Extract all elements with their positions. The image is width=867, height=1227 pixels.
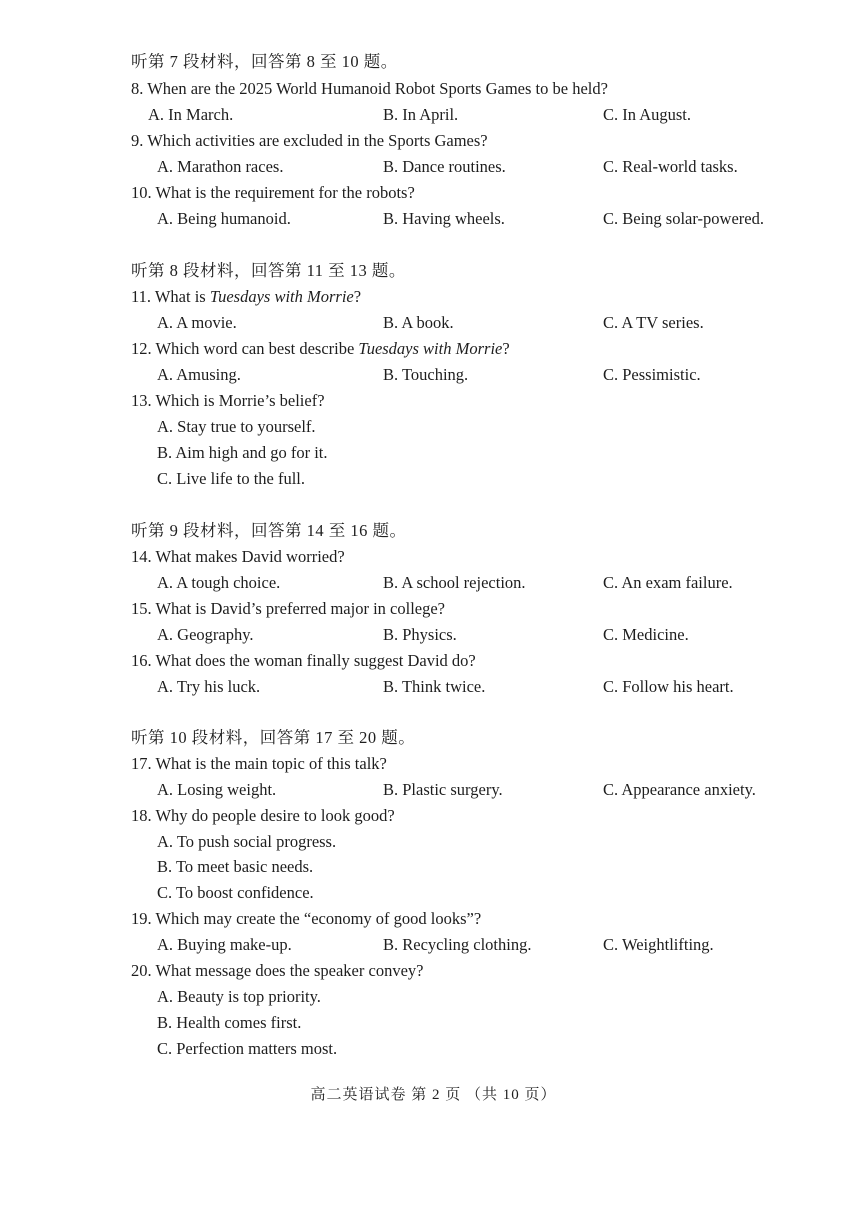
option-c: C. Follow his heart. [603,677,734,696]
option-b: B. Touching. [383,365,469,384]
question-13: 13. Which is Morrie’s belief? [131,391,325,410]
question-9: 9. Which activities are excluded in the Sports Games? [131,131,488,150]
question-text: 11. What is [131,287,210,306]
option-a: A. A movie. [157,313,237,332]
option-c: C. Perfection matters most. [157,1039,338,1058]
option-c: C. To boost confidence. [157,883,314,902]
option-a: A. Stay true to yourself. [157,417,316,436]
option-c: C. Real-world tasks. [603,157,738,176]
option-a: A. To push social progress. [157,832,337,851]
question-16: 16. What does the woman finally suggest David do? [131,651,476,670]
option-b: B. Think twice. [383,677,486,696]
option-b: B. Aim high and go for it. [157,443,328,462]
question-15: 15. What is David’s preferred major in college? [131,599,445,618]
option-a: A. A tough choice. [157,573,281,592]
option-a: A. Geography. [157,625,254,644]
option-c: C. In August. [603,105,692,124]
option-b: B. Health comes first. [157,1013,302,1032]
option-a: A. Losing weight. [157,780,277,799]
option-c: C. Live life to the full. [157,469,306,488]
section-header: 听第 9 段材料，回答第 14 至 16 题。 [131,521,407,540]
option-c: C. Being solar-powered. [603,209,764,228]
book-title: Tuesdays with Morrie [209,287,354,306]
question-mark: ? [502,339,510,358]
option-b: B. Physics. [383,625,457,644]
option-b: B. Recycling clothing. [383,935,532,954]
question-11 [131,287,361,307]
option-b: B. A school rejection. [383,573,526,592]
option-b: B. A book. [383,313,454,332]
option-b: B. Plastic surgery. [383,780,503,799]
option-c: C. Medicine. [603,625,689,644]
question-20: 20. What message does the speaker convey? [131,961,424,980]
option-c: C. Weightlifting. [603,935,714,954]
section-header: 听第 10 段材料，回答第 17 至 20 题。 [131,728,416,747]
question-14: 14. What makes David worried? [131,547,345,566]
question-17: 17. What is the main topic of this talk? [131,754,387,773]
option-a: A. Beauty is top priority. [157,987,321,1006]
question-10: 10. What is the requirement for the robots? [131,183,415,202]
question-18: 18. Why do people desire to look good? [131,806,395,825]
question-12 [131,339,510,359]
option-a: A. In March. [148,105,234,124]
option-c: C. Pessimistic. [603,365,701,384]
question-mark: ? [353,287,362,306]
option-b: B. To meet basic needs. [157,857,314,876]
question-text: 12. Which word can best describe [131,339,359,358]
section-header: 听第 7 段材料，回答第 8 至 10 题。 [131,52,398,71]
option-a: A. Being humanoid. [157,209,291,228]
option-c: C. A TV series. [603,313,704,332]
question-8: 8. When are the 2025 World Humanoid Robot Sports Games to be held? [131,79,608,98]
option-c: C. Appearance anxiety. [603,780,756,799]
option-a: A. Marathon races. [157,157,284,176]
page-footer: 高二英语试卷 第 2 页 （共 10 页） [310,1087,557,1103]
option-a: A. Amusing. [157,365,241,384]
option-c: C. An exam failure. [603,573,733,592]
option-b: B. Dance routines. [383,157,506,176]
option-a: A. Buying make-up. [157,935,292,954]
option-b: B. In April. [383,105,459,124]
section-header: 听第 8 段材料，回答第 11 至 13 题。 [131,261,406,280]
option-b: B. Having wheels. [383,209,505,228]
book-title: Tuesdays with Morrie [358,339,503,358]
question-19: 19. Which may create the “economy of good looks”? [131,909,482,928]
option-a: A. Try his luck. [157,677,261,696]
